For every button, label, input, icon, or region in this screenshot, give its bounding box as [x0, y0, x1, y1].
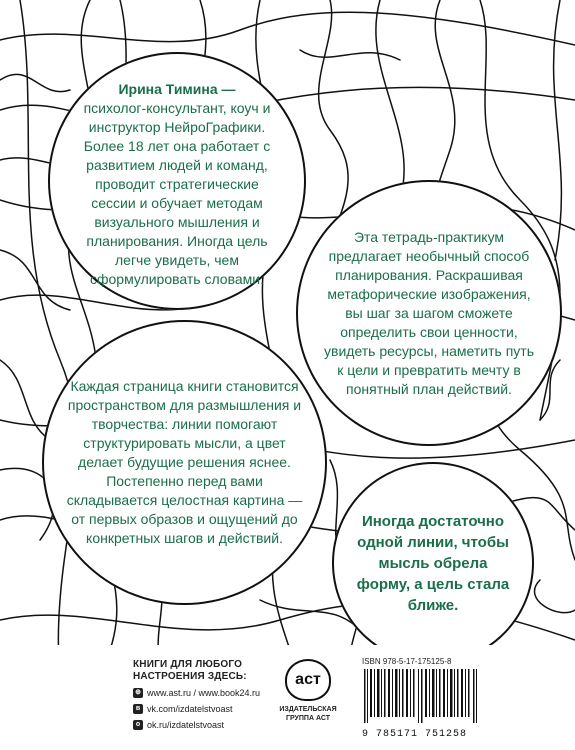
promo-link-row[interactable]	[133, 703, 273, 715]
promo-link-text[interactable]: www.ast.ru / www.book24.ru	[147, 688, 261, 698]
author-name: Ирина Тимина —	[118, 80, 236, 97]
back-cover-footer	[0, 645, 575, 750]
promo-link-row[interactable]	[133, 719, 273, 731]
author-bio-text	[74, 74, 280, 289]
vk-icon: в	[133, 704, 143, 714]
barcode-block	[362, 657, 482, 740]
promo-link-text[interactable]: ok.ru/izdatelstvoast	[147, 720, 225, 730]
promo-link-text[interactable]: vk.com/izdatelstvoast	[147, 704, 233, 714]
barcode-number: 9 785171 751258	[362, 729, 468, 740]
workbook-description-circle	[296, 180, 562, 446]
isbn-text: ISBN 978-5-17-175125-8	[362, 657, 452, 666]
pages-description-circle	[42, 320, 327, 605]
barcode-image	[362, 669, 480, 723]
promo-block	[133, 659, 273, 731]
promo-link-row[interactable]	[133, 687, 273, 699]
quote-circle	[332, 462, 534, 664]
pages-description-text: Каждая страница книги становится пространством для размышления и творчества: линии помогают структурировать мысли, а цвет делает будущие решения яснее. Постепенно перед вами складывается целостная картина — от первых образов и ощущений до конкретных шагов и действий.	[66, 378, 303, 546]
ok-icon: o	[133, 720, 143, 730]
promo-title: КНИГИ ДЛЯ ЛЮБОГО НАСТРОЕНИЯ ЗДЕСЬ:	[133, 659, 247, 682]
globe-icon: ⊕	[133, 688, 143, 698]
author-bio-body: психолог-консультант, коуч и инструктор НейроГрафики. Более 18 лет она работает с развитием людей и команд, проводит стратегические сессии и обучает методам визуального мышления и планирования. Иногда цель легче увидеть, чем сформулировать словами.	[83, 99, 271, 287]
workbook-description-text: Эта тетрадь-практикум предлагает необычный способ планирования. Раскрашивая метафорические изображения, вы шаг за шагом сможете определить свои ценности, увидеть ресурсы, наметить путь к цели и превратить мечту в понятный план действий.	[324, 228, 534, 397]
publisher-logo	[278, 659, 338, 723]
author-bio-circle	[48, 52, 306, 310]
quote-text: Иногда достаточно одной линии, чтобы мысль обрела форму, а цель стала ближе.	[356, 512, 510, 614]
ast-logo-mark: аст	[285, 659, 331, 701]
publisher-name: ИЗДАТЕЛЬСКАЯ ГРУППА АСТ	[279, 706, 337, 722]
